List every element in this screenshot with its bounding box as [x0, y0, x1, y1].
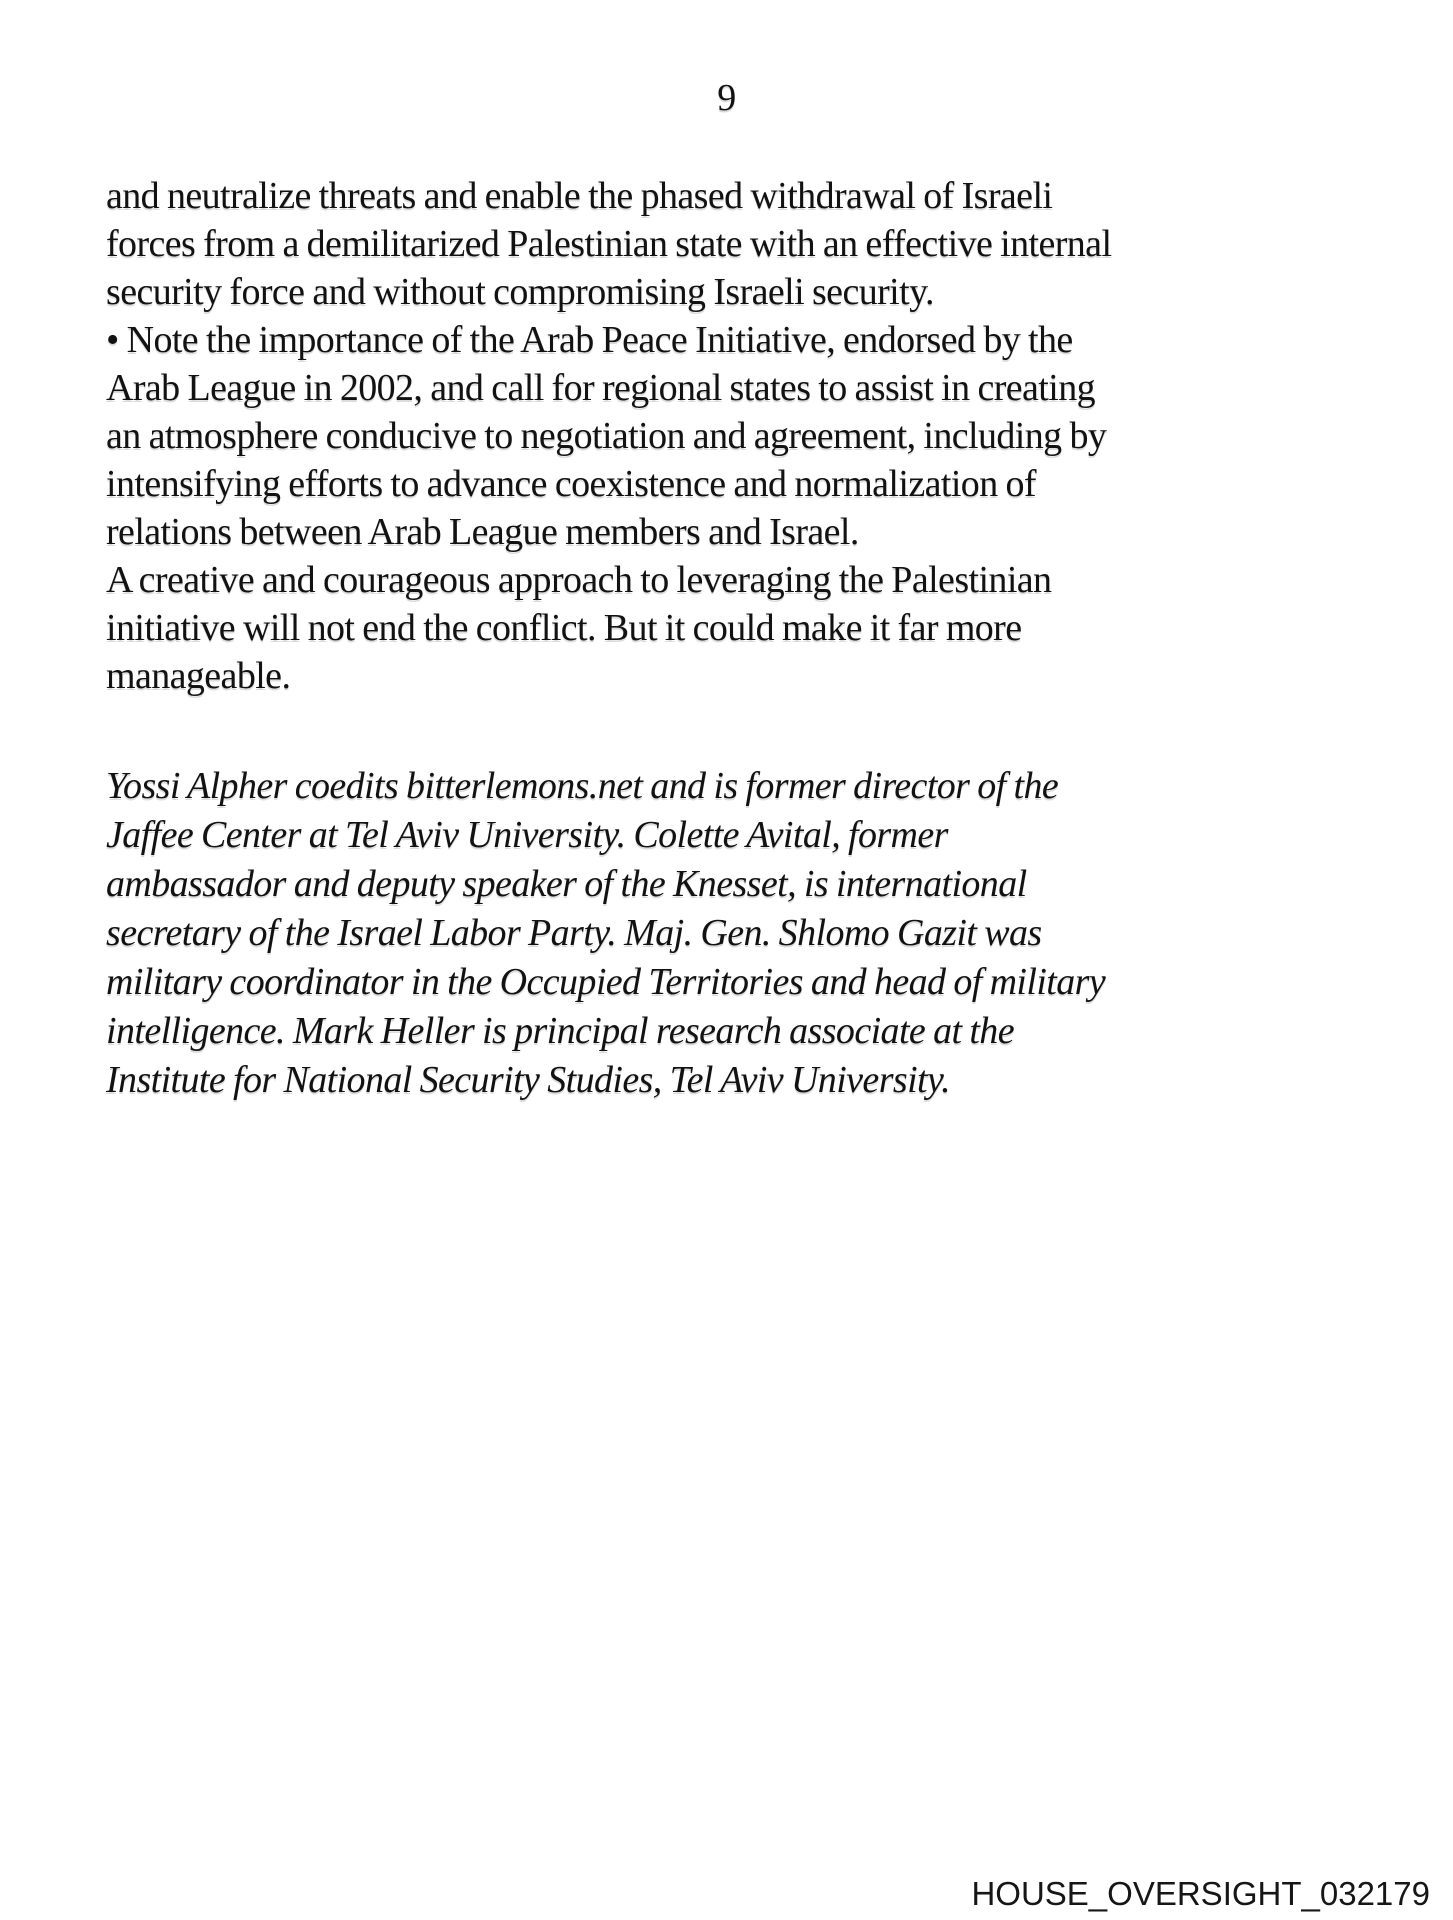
text-line: secretary of the Israel Labor Party. Maj. Gen. Shlomo Gazit was [106, 912, 1042, 954]
text-line: Jaffee Center at Tel Aviv University. Colette Avital, former [106, 814, 948, 856]
text-line: intensifying efforts to advance coexistence and normalization of [106, 463, 1036, 505]
text-line: ambassador and deputy speaker of the Knesset, is international [106, 863, 1027, 905]
text-line: intelligence. Mark Heller is principal research associate at the [106, 1010, 1014, 1052]
text-line: relations between Arab League members and Israel. [106, 511, 859, 553]
text-line: Yossi Alpher coedits bitterlemons.net and is former director of the [106, 765, 1059, 807]
text-line: Institute for National Security Studies, Tel Aviv University. [106, 1059, 951, 1101]
text-line: and neutralize threats and enable the phased withdrawal of Israeli [106, 175, 1053, 217]
text-line: • Note the importance of the Arab Peace Initiative, endorsed by the [106, 319, 1073, 361]
text-line: security force and without compromising Israeli security. [106, 271, 934, 313]
text-line: A creative and courageous approach to leveraging the Palestinian [106, 559, 1052, 601]
page-number: 9 [717, 77, 736, 119]
bio-paragraph [106, 762, 1393, 1105]
text-line: initiative will not end the conflict. But it could make it far more [106, 607, 1022, 649]
text-line: military coordinator in the Occupied Territories and head of military [106, 961, 1106, 1003]
body-paragraph [106, 172, 1393, 700]
text-line: forces from a demilitarized Palestinian state with an effective internal [106, 223, 1112, 265]
bates-stamp: HOUSE_OVERSIGHT_032179 [971, 1875, 1430, 1912]
text-line: manageable. [106, 655, 291, 697]
text-line: an atmosphere conducive to negotiation and agreement, including by [106, 415, 1107, 457]
text-line: Arab League in 2002, and call for regional states to assist in creating [106, 367, 1096, 409]
